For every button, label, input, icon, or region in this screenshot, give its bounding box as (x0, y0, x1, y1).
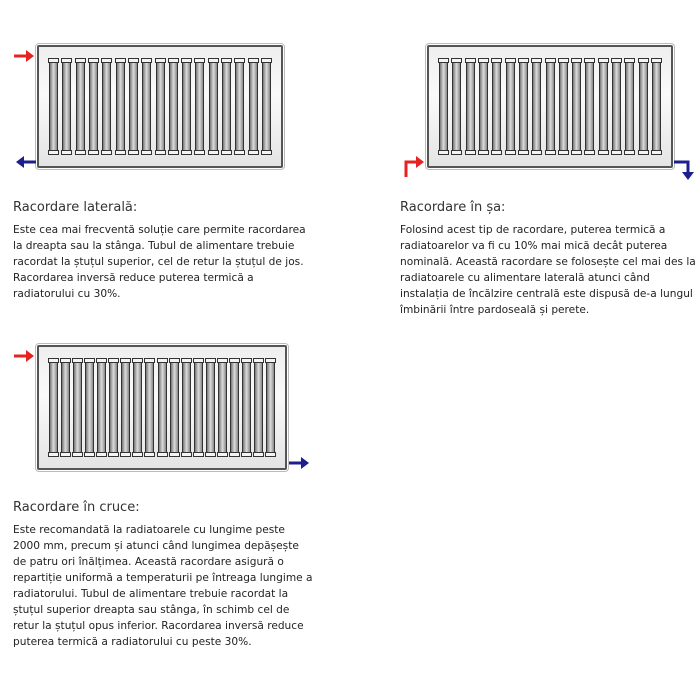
radiator-fin (439, 60, 448, 153)
section-title-lateral: Racordare laterală: (13, 200, 138, 215)
radiator-fin (235, 60, 244, 153)
radiator-fin (519, 60, 528, 153)
radiator-fin (506, 60, 515, 153)
radiator-fin (262, 60, 271, 153)
radiator-fin (572, 60, 581, 153)
radiator-fin (73, 360, 82, 455)
radiator-fin (652, 60, 661, 153)
supply-arrow-icon (402, 155, 426, 177)
radiator-fin (230, 360, 239, 455)
return-arrow-icon (674, 160, 696, 184)
radiator-fin (89, 60, 98, 153)
section-text-lateral: Este cea mai frecventă soluție care permite racordarea la dreapta sau la stânga. Tubul de alimentare trebuie racordat la ștuțul superior, cel de retur la ștuțul de jos. Racordarea inversă reduce puterea termică a radiatorului cu 30%. (13, 224, 306, 300)
radiator-fin (116, 60, 125, 153)
radiator-fin (97, 360, 106, 455)
radiator-fin (249, 60, 258, 153)
radiator-fin (76, 60, 85, 153)
radiator-lateral-diagram (37, 45, 283, 168)
section-title-cross: Racordare în cruce: (13, 500, 140, 515)
radiator-fin (109, 360, 118, 455)
section-text-bottom: Folosind acest tip de racordare, puterea termică a radiatoarelor va fi cu 10% mai mică decât puterea nominală. Această racordare se folosește cel mai des la radiatoarele cu alimentare laterală atunci când instalația de încălzire centrală este dispusă de-a lungul îmbinării între pardoseală și perete. (400, 224, 696, 316)
radiator-fin (466, 60, 475, 153)
radiator-fin (532, 60, 541, 153)
radiator-fin (218, 360, 227, 455)
radiator-fin (222, 60, 231, 153)
radiator-fin (133, 360, 142, 455)
radiator-fin (479, 60, 488, 153)
radiator-fin (49, 60, 58, 153)
section-title-bottom: Racordare în șa: (400, 200, 506, 215)
radiator-fin (546, 60, 555, 153)
radiator-fin (142, 60, 151, 153)
supply-arrow-icon (14, 49, 36, 63)
radiator-fin (612, 60, 621, 153)
radiator-fin (599, 60, 608, 153)
radiator-fin (158, 360, 167, 455)
return-arrow-icon (289, 456, 311, 470)
radiator-fin (49, 360, 58, 455)
return-arrow-icon (14, 155, 36, 169)
radiator-fin (102, 60, 111, 153)
radiator-fin (492, 60, 501, 153)
radiator-fin (206, 360, 215, 455)
radiator-fin (129, 60, 138, 153)
radiator-fin (639, 60, 648, 153)
radiator-fin (85, 360, 94, 455)
section-text-cross: Este recomandată la radiatoarele cu lungime peste 2000 mm, precum și atunci când lungimea depășește de patru ori înălțimea. Această racordare asigură o repartiție uniformă a temperaturii pe întreaga lungime a radiatorului. Tubul de alimentare trebuie racordat la ștuțul superior dreapta sau stânga, în schimb cel de retur la ștuțul opus inferior. Racordarea inversă reduce puterea termică a radiatorului cu peste 30%. (13, 524, 313, 648)
radiator-fin (182, 60, 191, 153)
radiator-fin (625, 60, 634, 153)
radiator-fin (559, 60, 568, 153)
radiator-fin (182, 360, 191, 455)
radiator-fin (266, 360, 275, 455)
radiator-fin (170, 360, 179, 455)
radiator-fin (452, 60, 461, 153)
radiator-fin (156, 60, 165, 153)
radiator-fin (195, 60, 204, 153)
radiator-fin (254, 360, 263, 455)
radiator-cross-diagram (37, 345, 287, 470)
radiator-fin (121, 360, 130, 455)
supply-arrow-icon (14, 349, 36, 363)
radiator-fin (61, 360, 70, 455)
radiator-fin (242, 360, 251, 455)
radiator-fin (209, 60, 218, 153)
radiator-fin (169, 60, 178, 153)
radiator-fin (585, 60, 594, 153)
radiator-fin (62, 60, 71, 153)
radiator-fin (194, 360, 203, 455)
radiator-bottom-diagram (427, 45, 673, 168)
radiator-fin (145, 360, 154, 455)
